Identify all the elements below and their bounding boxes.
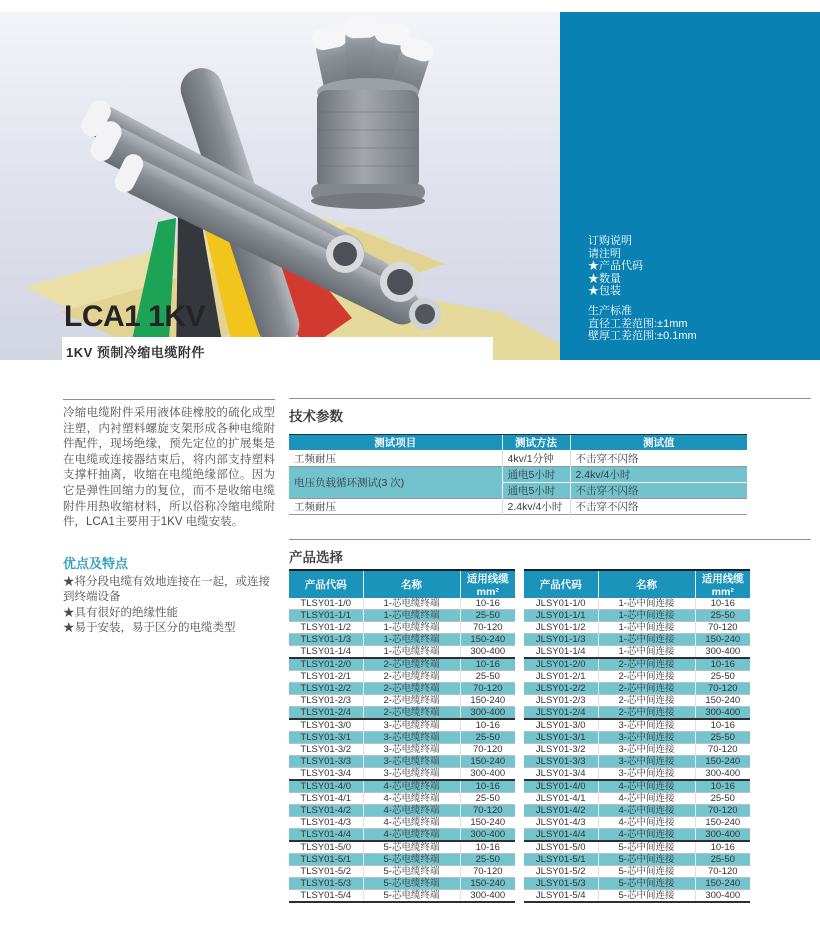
product-row — [524, 671, 750, 683]
product-row — [289, 610, 515, 622]
panel-line: 直径工差范围:±1mm — [588, 317, 688, 330]
product-cell: 25-50 — [695, 610, 750, 622]
product-row — [289, 598, 515, 610]
panel-line: ★产品代码 — [588, 260, 643, 273]
product-cell: 1-芯电缆终端 — [363, 634, 460, 646]
product-cell: 5-芯电缆终端 — [363, 878, 460, 890]
product-cell: 4-芯中间连接 — [598, 817, 695, 829]
product-cell: 300-400 — [460, 829, 515, 842]
product-row — [289, 866, 515, 878]
product-cell: TLSY01-3/2 — [300, 744, 352, 755]
product-cell: JLSY01-3/4 — [535, 768, 586, 779]
panel-line: 订购说明 — [588, 235, 632, 247]
product-table-body — [524, 598, 750, 902]
product-cell: TLSY01-5/0 — [300, 842, 352, 853]
product-table-head — [524, 570, 750, 598]
product-cell: TLSY01-1/0 — [300, 598, 352, 609]
product-row — [524, 610, 750, 622]
product-cell: 3-芯电缆终端 — [363, 744, 460, 756]
product-cell: TLSY01-4/1 — [300, 793, 352, 804]
description-column — [63, 399, 275, 637]
product-row — [289, 658, 515, 671]
product-cell: 2-芯中间连接 — [598, 658, 695, 671]
breakout-boot — [310, 15, 436, 209]
product-cell: 70-120 — [460, 622, 515, 634]
boot-base — [311, 193, 425, 209]
product-cell: 10-16 — [695, 658, 750, 671]
product-cell: JLSY01-4/3 — [535, 817, 586, 828]
product-row — [524, 756, 750, 768]
standard-lines — [588, 305, 697, 343]
product-row — [289, 622, 515, 634]
product-cell: 150-240 — [695, 634, 750, 646]
product-row — [524, 719, 750, 732]
tech-header-cell: 测试方法 — [502, 435, 570, 451]
tech-item-cell: 工频耐压 — [294, 453, 336, 465]
product-cell: TLSY01-4/3 — [300, 817, 352, 828]
product-cell: 10-16 — [695, 598, 750, 610]
product-cell: 1-芯中间连接 — [598, 634, 695, 646]
product-cell: 10-16 — [460, 598, 515, 610]
product-cell: TLSY01-2/3 — [300, 695, 352, 706]
product-cell: 10-16 — [695, 719, 750, 732]
boot-finger-cap — [342, 15, 379, 38]
product-cell: 5-芯电缆终端 — [363, 841, 460, 854]
product-cell: 2-芯电缆终端 — [363, 671, 460, 683]
product-cell: 3-芯电缆终端 — [363, 768, 460, 781]
tech-header-cell: 测试项目 — [289, 435, 502, 451]
product-cell: 4-芯电缆终端 — [363, 793, 460, 805]
product-cell: JLSY01-1/1 — [524, 610, 598, 622]
product-cell: 150-240 — [460, 695, 515, 707]
product-row — [289, 805, 515, 817]
product-cell: TLSY01-2/1 — [300, 671, 352, 682]
product-cell: 3-芯中间连接 — [598, 744, 695, 756]
product-description: 冷缩电缆附件采用液体硅橡胶的硫化成型注塑，内衬塑料螺旋支架形成各种电缆附件配件，现场绝缘，预先定位的扩展集是在电缆或连接器结束后，将内部支持塑料支撑杆抽离，收缩在电缆绝缘部位。因为它是弹性回缩力的复位，而不是收缩电缆附件用热收缩材料，所以俗称冷缩电缆附件，LCA1主要用于1KV 电缆安装。 — [63, 407, 275, 529]
panel-line: ★包装 — [588, 285, 621, 298]
product-cell: 2-芯电缆终端 — [363, 683, 460, 695]
product-cell: TLSY01-3/1 — [289, 732, 363, 744]
product-cell: 1-芯电缆终端 — [363, 646, 460, 659]
product-cell: 5-芯中间连接 — [598, 866, 695, 878]
product-cell: JLSY01-3/1 — [524, 732, 598, 744]
product-row — [524, 695, 750, 707]
product-row — [524, 634, 750, 646]
product-cell: JLSY01-2/2 — [524, 683, 598, 695]
product-row — [524, 854, 750, 866]
product-row — [289, 878, 515, 890]
product-cell: 25-50 — [460, 671, 515, 683]
product-header-row — [524, 570, 750, 598]
product-cell: 25-50 — [695, 793, 750, 805]
product-cell: JLSY01-4/2 — [524, 805, 598, 817]
product-row — [524, 780, 750, 793]
product-cell: 2-芯中间连接 — [598, 683, 695, 695]
tech-row — [289, 499, 747, 515]
product-cell: TLSY01-3/0 — [300, 720, 352, 731]
product-title: LCA1 1KV — [64, 300, 206, 333]
product-cell: 3-芯中间连接 — [598, 768, 695, 781]
product-cell: JLSY01-4/4 — [524, 829, 598, 842]
panel-line: 请注明 — [588, 247, 621, 260]
product-cell: 150-240 — [695, 695, 750, 707]
product-cell: 5-芯电缆终端 — [363, 890, 460, 903]
tech-header-cell: 测试值 — [570, 435, 747, 451]
product-cell: 300-400 — [695, 890, 750, 903]
product-cell: TLSY01-1/4 — [300, 646, 352, 657]
product-cell: 25-50 — [460, 793, 515, 805]
product-header-cell: 适用线缆 mm² — [695, 570, 750, 598]
product-row — [289, 841, 515, 854]
product-cell: TLSY01-3/3 — [289, 756, 363, 768]
product-cell: 3-芯电缆终端 — [363, 719, 460, 732]
product-cell: 25-50 — [460, 854, 515, 866]
product-header-cell: 产品代码 — [289, 570, 363, 598]
ordering-panel — [560, 12, 820, 360]
feature-item: ★易于安装，易于区分的电缆类型 — [63, 622, 236, 635]
product-row — [524, 805, 750, 817]
ordering-panel-text — [588, 235, 697, 343]
tech-params-title: 技术参数 — [289, 409, 343, 424]
product-cell: 10-16 — [460, 658, 515, 671]
product-cell: TLSY01-5/1 — [289, 854, 363, 866]
ordering-lines — [588, 235, 697, 298]
product-cell: 4-芯中间连接 — [598, 829, 695, 842]
product-cell: 150-240 — [460, 634, 515, 646]
product-cell: 2-芯中间连接 — [598, 671, 695, 683]
product-cell: 4-芯电缆终端 — [363, 817, 460, 829]
subtitle-band — [62, 337, 493, 360]
product-cell: JLSY01-1/3 — [524, 634, 598, 646]
product-cell: TLSY01-4/4 — [289, 829, 363, 842]
product-cell: TLSY01-1/2 — [300, 622, 352, 633]
product-cell: TLSY01-2/4 — [289, 707, 363, 720]
product-row — [524, 646, 750, 659]
product-table-left — [289, 569, 515, 903]
product-cell: TLSY01-4/0 — [289, 780, 363, 793]
product-cell: 70-120 — [695, 683, 750, 695]
feature-item: ★具有很好的绝缘性能 — [63, 606, 178, 619]
product-cell: TLSY01-4/2 — [289, 805, 363, 817]
product-cell: 1-芯中间连接 — [598, 598, 695, 610]
product-header-cell: 产品代码 — [524, 570, 598, 598]
product-cell: 2-芯电缆终端 — [363, 707, 460, 720]
product-row — [289, 890, 515, 903]
product-cell: 1-芯中间连接 — [598, 610, 695, 622]
product-cell: 300-400 — [695, 707, 750, 720]
product-cell: TLSY01-1/3 — [289, 634, 363, 646]
product-cell: 4-芯电缆终端 — [363, 829, 460, 842]
product-cell: 1-芯中间连接 — [598, 622, 695, 634]
product-cell: 25-50 — [695, 854, 750, 866]
product-cell: JLSY01-3/3 — [524, 756, 598, 768]
product-row — [289, 707, 515, 720]
product-row — [289, 829, 515, 842]
product-row — [524, 866, 750, 878]
product-tables — [289, 569, 811, 903]
tech-value-cell: 通电5小时 — [502, 483, 570, 499]
product-cell: JLSY01-3/0 — [535, 720, 586, 731]
product-cell: JLSY01-5/1 — [524, 854, 598, 866]
tech-value-cell: 不击穿不闪络 — [570, 483, 747, 499]
product-row — [289, 817, 515, 829]
panel-line: ★数量 — [588, 272, 621, 285]
product-cell: 25-50 — [695, 732, 750, 744]
product-cell: 25-50 — [460, 610, 515, 622]
product-row — [524, 622, 750, 634]
tube-end-hole — [387, 269, 413, 295]
tech-row — [289, 451, 747, 467]
tech-value-cell: 不击穿不闪络 — [570, 451, 747, 467]
product-table-right — [524, 569, 750, 903]
product-cell: JLSY01-3/2 — [535, 744, 586, 755]
product-cell: 70-120 — [460, 805, 515, 817]
product-row — [524, 658, 750, 671]
product-cell: 150-240 — [460, 878, 515, 890]
product-cell: 2-芯中间连接 — [598, 707, 695, 720]
product-row — [524, 890, 750, 903]
product-cell: TLSY01-5/4 — [300, 890, 352, 901]
product-row — [289, 793, 515, 805]
product-cell: 10-16 — [695, 841, 750, 854]
product-cell: 70-120 — [695, 805, 750, 817]
product-table-body — [289, 598, 515, 902]
product-cell: JLSY01-5/2 — [535, 866, 586, 877]
product-cell: 4-芯中间连接 — [598, 793, 695, 805]
product-cell: 300-400 — [460, 646, 515, 659]
product-cell: 300-400 — [460, 890, 515, 903]
product-cell: JLSY01-1/2 — [535, 622, 586, 633]
product-cell: JLSY01-1/0 — [535, 598, 586, 609]
product-row — [289, 756, 515, 768]
product-row — [524, 744, 750, 756]
product-cell: 4-芯电缆终端 — [363, 780, 460, 793]
product-header-cell: 适用线缆 mm² — [460, 570, 515, 598]
product-row — [289, 646, 515, 659]
product-row — [289, 744, 515, 756]
product-row — [524, 841, 750, 854]
product-cell: 150-240 — [695, 878, 750, 890]
tech-table-body — [289, 451, 747, 515]
product-cell: 70-120 — [695, 622, 750, 634]
product-subtitle: 1KV 预制冷缩电缆附件 — [66, 345, 205, 360]
product-cell: 3-芯中间连接 — [598, 719, 695, 732]
product-selection-title: 产品选择 — [289, 550, 343, 565]
product-cell: JLSY01-5/4 — [535, 890, 586, 901]
product-cell: 1-芯中间连接 — [598, 646, 695, 659]
product-header-row — [289, 570, 515, 598]
product-row — [289, 854, 515, 866]
product-cell: 10-16 — [695, 780, 750, 793]
tech-header-row — [289, 435, 747, 451]
product-header-cell: 名称 — [363, 570, 460, 598]
product-table-head — [289, 570, 515, 598]
product-cell: 300-400 — [695, 646, 750, 659]
product-cell: 3-芯电缆终端 — [363, 756, 460, 768]
product-row — [524, 878, 750, 890]
product-row — [524, 683, 750, 695]
product-cell: 2-芯中间连接 — [598, 695, 695, 707]
feature-item: ★将分段电缆有效地连接在一起，或连接到终端设备 — [63, 575, 270, 604]
product-cell: TLSY01-2/0 — [289, 658, 363, 671]
product-cell: 70-120 — [695, 744, 750, 756]
product-cell: 1-芯电缆终端 — [363, 610, 460, 622]
tech-table-head — [289, 435, 747, 451]
product-row — [289, 780, 515, 793]
product-row — [524, 817, 750, 829]
product-cell: 10-16 — [460, 841, 515, 854]
product-cell: 300-400 — [695, 768, 750, 781]
panel-line: 生产标准 — [588, 304, 632, 317]
product-cell: TLSY01-5/3 — [289, 878, 363, 890]
product-row — [524, 768, 750, 781]
product-cell: JLSY01-2/4 — [524, 707, 598, 720]
product-cell: JLSY01-2/0 — [524, 658, 598, 671]
product-cell: 10-16 — [460, 780, 515, 793]
product-row — [289, 719, 515, 732]
features-title: 优点及特点 — [63, 555, 129, 571]
product-cell: TLSY01-1/1 — [289, 610, 363, 622]
product-row — [289, 768, 515, 781]
product-cell: JLSY01-2/3 — [535, 695, 586, 706]
product-cell: 150-240 — [695, 756, 750, 768]
tube-end-hole — [333, 242, 357, 266]
tech-value-cell: 2.4kv/4小时 — [502, 499, 570, 515]
tech-table — [289, 434, 747, 515]
product-cell: 5-芯电缆终端 — [363, 854, 460, 866]
features-list — [63, 575, 275, 637]
product-row — [524, 793, 750, 805]
product-cell: 150-240 — [460, 756, 515, 768]
panel-line: 壁厚工差范围:±0.1mm — [588, 330, 697, 343]
product-cell: 5-芯中间连接 — [598, 854, 695, 866]
product-cell: 5-芯中间连接 — [598, 890, 695, 903]
product-cell: 300-400 — [695, 829, 750, 842]
product-header-cell: 名称 — [598, 570, 695, 598]
product-cell: 2-芯电缆终端 — [363, 695, 460, 707]
tech-value-cell: 2.4kv/4小时 — [570, 467, 747, 483]
product-cell: JLSY01-4/0 — [524, 780, 598, 793]
product-cell: JLSY01-5/3 — [524, 878, 598, 890]
product-cell: TLSY01-2/2 — [289, 683, 363, 695]
product-cell: 25-50 — [460, 732, 515, 744]
product-cell: 300-400 — [460, 707, 515, 720]
product-row — [289, 671, 515, 683]
product-cell: JLSY01-4/1 — [535, 793, 586, 804]
product-row — [289, 683, 515, 695]
product-cell: 3-芯中间连接 — [598, 732, 695, 744]
product-cell: JLSY01-1/4 — [535, 646, 586, 657]
product-cell: 300-400 — [460, 768, 515, 781]
product-row — [289, 732, 515, 744]
tech-value-cell: 通电5小时 — [502, 467, 570, 483]
product-cell: 150-240 — [695, 817, 750, 829]
product-row — [289, 695, 515, 707]
tech-item-cell: 电压负载循环测试(3 次) — [289, 467, 502, 499]
product-row — [524, 707, 750, 720]
product-cell: 70-120 — [695, 866, 750, 878]
product-row — [524, 598, 750, 610]
data-column — [289, 398, 811, 903]
product-cell: TLSY01-3/4 — [300, 768, 352, 779]
product-cell: 5-芯中间连接 — [598, 841, 695, 854]
product-cell: 70-120 — [460, 866, 515, 878]
product-cell: 10-16 — [460, 719, 515, 732]
product-cell: 2-芯电缆终端 — [363, 658, 460, 671]
product-cell: 150-240 — [460, 817, 515, 829]
tech-value-cell: 不击穿不闪络 — [570, 499, 747, 515]
product-cell: 3-芯中间连接 — [598, 756, 695, 768]
product-cell: 4-芯电缆终端 — [363, 805, 460, 817]
product-cell: 4-芯中间连接 — [598, 780, 695, 793]
product-cell: 1-芯电缆终端 — [363, 598, 460, 610]
tech-item-cell: 工频耐压 — [294, 501, 336, 513]
boot-body — [317, 90, 419, 190]
product-cell: 70-120 — [460, 683, 515, 695]
product-cell: 70-120 — [460, 744, 515, 756]
tech-row — [289, 467, 747, 483]
product-cell: 4-芯中间连接 — [598, 805, 695, 817]
product-cell: 5-芯电缆终端 — [363, 866, 460, 878]
product-cell: JLSY01-5/0 — [535, 842, 586, 853]
section-divider — [289, 539, 811, 540]
product-cell: 1-芯电缆终端 — [363, 622, 460, 634]
product-cell: 5-芯中间连接 — [598, 878, 695, 890]
product-row — [524, 829, 750, 842]
product-row — [524, 732, 750, 744]
product-cell: JLSY01-2/1 — [535, 671, 586, 682]
product-cell: TLSY01-5/2 — [300, 866, 352, 877]
tube-end-hole — [415, 304, 435, 324]
product-cell: 3-芯电缆终端 — [363, 732, 460, 744]
tech-value-cell: 4kv/1分钟 — [502, 451, 570, 467]
product-row — [289, 634, 515, 646]
product-cell: 25-50 — [695, 671, 750, 683]
